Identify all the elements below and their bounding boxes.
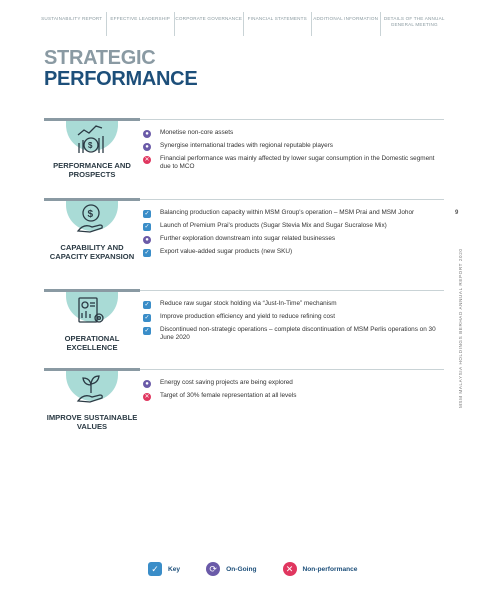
legend-label: Non-performance — [302, 565, 358, 573]
legend-item-non-performance — [283, 562, 358, 576]
svg-text:$: $ — [87, 209, 94, 220]
key-check-icon: ✓ — [144, 250, 150, 256]
nav-item-sustainability-report[interactable]: SUSTAINABILITY REPORT — [38, 12, 107, 36]
list-item — [143, 222, 443, 231]
key-check-icon: ✓ — [144, 211, 150, 217]
ongoing-icon: ● — [143, 236, 151, 244]
ongoing-icon: ⟳ — [206, 562, 220, 576]
svg-text:$: $ — [88, 141, 93, 150]
section-items — [143, 300, 443, 347]
section-label: PERFORMANCE AND PROSPECTS — [53, 161, 131, 179]
page-title — [44, 48, 197, 90]
list-item — [143, 209, 443, 218]
nav-item-corporate-governance[interactable]: CORPORATE GOVERNANCE — [175, 12, 244, 36]
list-item — [143, 379, 443, 388]
item-text: Export value-added sugar products (new SKU) — [160, 248, 293, 255]
section-label: IMPROVE SUSTAINABLE VALUES — [46, 413, 138, 431]
key-check-icon: ✓ — [148, 562, 162, 576]
legend-label: Key — [168, 565, 181, 573]
section-items — [143, 209, 443, 261]
legend-item-ongoing — [206, 562, 256, 576]
chart-money-icon — [56, 121, 128, 161]
list-item — [143, 129, 443, 138]
nav-item-agm-details[interactable]: DETAILS OF THE ANNUAL GENERAL MEETING — [383, 16, 445, 27]
key-check-icon: ✓ — [144, 224, 150, 230]
non-performance-icon: ✕ — [283, 562, 297, 576]
ongoing-icon: ● — [143, 143, 151, 151]
item-text: Target of 30% female representation at all levels — [160, 392, 297, 399]
ongoing-icon: ● — [143, 130, 151, 138]
legend-item-key — [148, 562, 180, 576]
list-item — [143, 248, 443, 257]
title-line-1: STRATEGIC — [44, 47, 156, 69]
key-check-icon: ✓ — [144, 328, 150, 334]
item-text: Balancing production capacity within MSM Group's operation – MSM Prai and MSM Johor — [160, 209, 415, 216]
non-performance-icon: ✕ — [144, 394, 150, 400]
section-label: OPERATIONAL EXCELLENCE — [64, 334, 120, 352]
ongoing-icon: ● — [143, 380, 151, 388]
nav-item-effective-leadership[interactable]: EFFECTIVE LEADERSHIP — [107, 12, 176, 36]
item-text: Monetise non-core assets — [160, 129, 234, 136]
plant-hand-icon — [56, 371, 128, 411]
top-navigation — [38, 12, 448, 36]
item-text: Financial performance was mainly affected by lower sugar consumption in the Domestic segment due to MCO — [160, 155, 435, 171]
item-text: Improve production efficiency and yield to reduce refining cost — [160, 313, 336, 320]
section-items — [143, 379, 443, 405]
coin-hand-icon — [56, 201, 128, 241]
section-items — [143, 129, 443, 176]
key-check-icon: ✓ — [144, 302, 150, 308]
title-line-2: PERFORMANCE — [44, 68, 198, 90]
list-item — [143, 235, 443, 244]
side-report-title: MSM MALAYSIA HOLDINGS BERHAD ANNUAL REPORT 2020 — [458, 248, 463, 408]
report-gear-icon — [56, 292, 128, 332]
item-text: Discontinued non-strategic operations – complete discontinuation of MSM Perlis operations on 30 June 2020 — [160, 326, 436, 342]
list-item — [143, 155, 443, 172]
key-check-icon: ✓ — [144, 315, 150, 321]
legend — [148, 562, 383, 576]
nav-item-additional-information[interactable]: ADDITIONAL INFORMATION — [312, 12, 381, 36]
list-item — [143, 142, 443, 151]
list-item — [143, 392, 443, 401]
non-performance-icon: ✕ — [144, 157, 150, 163]
list-item — [143, 300, 443, 309]
section-label: CAPABILITY AND CAPACITY EXPANSION — [49, 243, 135, 261]
page-number: 9 — [455, 210, 459, 216]
item-text: Reduce raw sugar stock holding via “Just-In-Time” mechanism — [160, 300, 337, 307]
item-text: Energy cost saving projects are being explored — [160, 379, 293, 386]
item-text: Synergise international trades with regional reputable players — [160, 142, 334, 149]
legend-label: On-Going — [226, 565, 257, 573]
item-text: Further exploration downstream into sugar related businesses — [160, 235, 336, 242]
list-item — [143, 326, 443, 343]
item-text: Launch of Premium Prai's products (Sugar Stevia Mix and Sugar Sucralose Mix) — [160, 222, 387, 229]
nav-item-financial-statements[interactable]: FINANCIAL STATEMENTS — [244, 12, 313, 36]
list-item — [143, 313, 443, 322]
